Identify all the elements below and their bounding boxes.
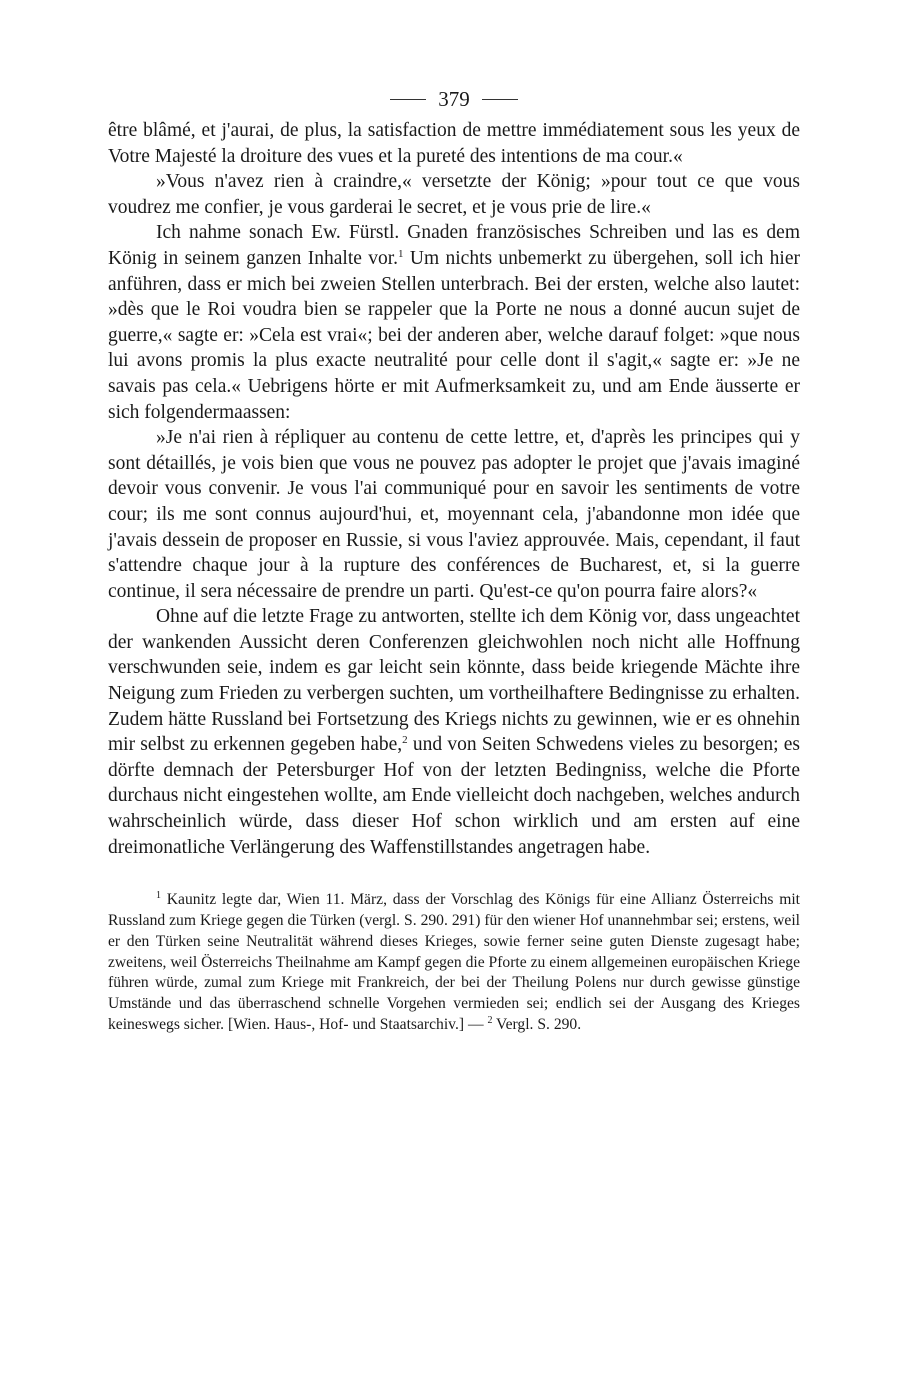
footnote-reference: 2	[402, 734, 408, 747]
footnote-text: Kaunitz legte dar, Wien 11. März, dass der Vorschlag des Königs für eine Allianz Österreichs mit Russland zum Kriege gegen die Türken (vergl. S. 290. 291) für den wiener Hof unannehmbar sei; erstens, weil er den Türken seine Neutralität während dieses Krieges, sowie ferner seine guten Dienste zugesagt habe; zweitens, weil Österreichs Theilnahme am Kampf gegen die Pforte zu einem allgemeinen europäischen Kriege führen würde, zumal zum Kriege mit Frankreich, der bei der Theilung Polens nur durch gewisse günstige Umstände und das überraschend schnelle Vorgehen vermieden sei; endlich sei der Ausgang des Krieges keineswegs sicher. [Wien. Haus-, Hof- und Staatsarchiv.] —	[108, 891, 800, 1033]
paragraph-text: Ich nahme sonach Ew. Fürstl. Gnaden französisches Schreiben und las es dem König in seinem ganzen Inhalte vor.	[108, 222, 800, 269]
paragraph	[108, 604, 800, 860]
paragraph: »Je n'ai rien à répliquer au contenu de cette lettre, et, d'après les principes qui y sont détaillés, je vois bien que vous ne pouvez pas adopter le projet que j'avais imaginé devoir vous convenir. Je vous l'ai communiqué pour en savoir les sentiments de votre cour; ils me sont connus aujourd'hui, et, moyennant cela, j'abandonne mon idée que j'avais dessein de proposer en Russie, si vous l'aviez approuvée. Mais, cependant, il faut s'attendre chaque jour à la rupture des conférences de Bucharest, et, si la guerre continue, il sera nécessaire de prendre un parti. Qu'est-ce qu'on pourra faire alors?«	[108, 427, 800, 602]
page-number: 379	[438, 87, 470, 111]
paragraph-text: und von Seiten Schwedens vieles zu besorgen; es dörfte demnach der Petersburger Hof von der letzten Bedingniss, welche die Pforte durchaus nicht eingestehen wollte, am Ende vielleicht doch nachgeben, welches andurch wahrscheinlich würde, dass dieser Hof schon wirklich und am ersten auf eine dreimonatliche Verlängerung des Waffenstillstandes angetragen habe.	[108, 734, 801, 858]
footnote-mark: 2	[487, 1015, 493, 1026]
footnote-mark: 1	[156, 890, 161, 902]
page-header	[108, 84, 800, 114]
header-rule-left	[390, 99, 426, 100]
footnote-text: Vergl. S. 290.	[492, 1016, 582, 1033]
paragraph: »Vous n'avez rien à craindre,« versetzte der König; »pour tout ce que vous voudrez me confier, je vous garderai le secret, et je vous prie de lire.«	[108, 171, 800, 218]
paragraph-text: Um nichts unbemerkt zu übergehen, soll ich hier anführen, dass er mich bei zweien Stellen unterbrach. Bei der ersten, welche also lautet: »dès que le Roi voudra bien se rappeler que la Porte ne nous a donné aucun sujet de guerre,« sagte er: »Cela est vrai«; bei der anderen aber, welche darauf folget: »que nous lui avons promis la plus exacte neutralité pour celle dont il s'agit,« sagte er: »Je ne savais pas cela.« Uebrigens hörte er mit Aufmerksamkeit zu, und am Ende äusserte er sich folgendermaassen:	[108, 247, 800, 423]
footnote-reference: 1	[398, 247, 404, 260]
page	[108, 84, 800, 1036]
footnote	[108, 890, 800, 1036]
footnotes	[108, 890, 800, 1036]
body-text	[108, 118, 800, 860]
paragraph: être blâmé, et j'aurai, de plus, la satisfaction de mettre immédiatement sous les yeux de Votre Majesté la droiture des vues et la pureté des intentions de ma cour.«	[108, 120, 800, 167]
header-rule-right	[482, 99, 518, 100]
paragraph	[108, 220, 800, 425]
paragraph-text: Ohne auf die letzte Frage zu antworten, stellte ich dem König vor, dass ungeachtet der wankenden Aussicht deren Conferenzen gleichwohlen noch nicht alle Hoffnung verschwunden seie, indem es gar leicht sein könnte, dass beide kriegende Mächte ihre Neigung zum Frieden zu verbergen suchten, um vortheilhaftere Bedingnisse zu erhalten. Zudem hätte Russland bei Fortsetzung des Kriegs nichts zu gewinnen, wie er es ohnehin mir selbst zu erkennen gegeben habe,	[108, 606, 800, 756]
